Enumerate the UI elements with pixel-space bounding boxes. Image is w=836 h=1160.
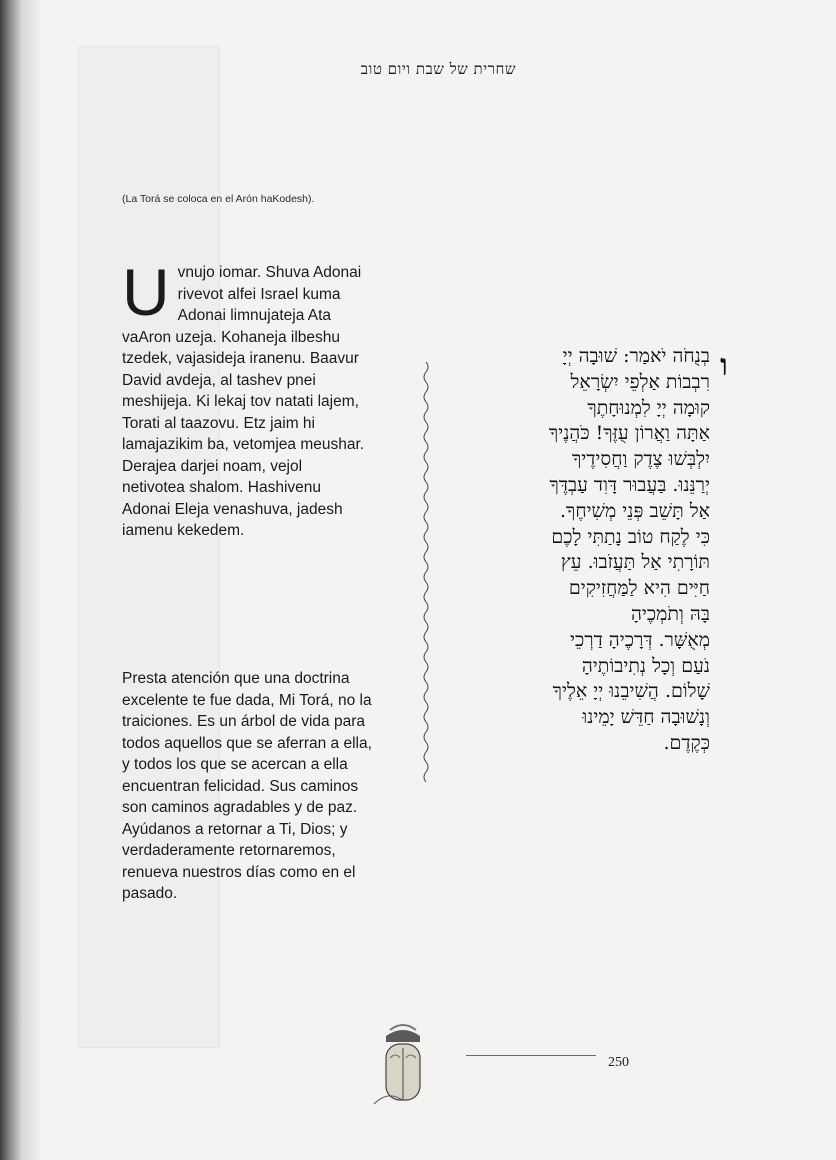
hebrew-line: יְרַנֵּנוּ. בַּעֲבוּר דָּוִד עַבְדֶּךָ [549, 473, 710, 496]
hebrew-line: קוּמָה יְיָ לִמְנוּחָתֶךָ [587, 396, 710, 419]
transliteration-block [122, 255, 368, 542]
spanish-translation: Presta atención que una doctrina excelente te fue dada, Mi Torá, no la traiciones. Es un árbol de vida para todos aquellos que se aferran a ella, y todos los que se acercan a ella encuentran felicidad. Sus caminos son caminos agradables y de paz. Ayúdanos a retornar a Ti, Dios; y verdaderamente retornaremos, renueva nuestros días como en el pasado. [122, 670, 372, 902]
hebrew-line: יִלְבְּשׁוּ צֶדֶק וַחֲסִידֶיךָ [571, 448, 710, 471]
page-edge [22, 0, 40, 1160]
hebrew-line: בְנֻחֹה יֹאמַר: שׁוּבָה יְיָ [562, 345, 710, 367]
hebrew-line: חַיִּים הִיא לַמַּחֲזִיקִים [568, 577, 710, 600]
squiggle-divider [418, 362, 434, 782]
hebrew-line: אַתָּה וַאֲרוֹן עֻזֶּךָ! כֹּהֲנֶיךָ [548, 422, 710, 445]
hebrew-line: מְאֻשָּׁר. דְּרָכֶיהָ דַרְכֵי [570, 628, 710, 651]
hebrew-line: כִּי לֶקַח טוֹב נָתַתִּי לָכֶם [551, 525, 710, 548]
hebrew-line: רִבְבוֹת אַלְפֵי יִשְׂרָאֵל [570, 370, 710, 393]
transliteration-text: Adonai rivevot alfei Israel kuma Adonai limnujateja Ata vaAron uzeja. Kohaneja ilbeshu tzedek, vajasideja iranenu. Baavur David avdeja, al tashev pnei meshijeja. Ki lekaj tov natati lajem, Torati al taazovu. Etz jaim hi lamajazikim ba, vetomjea meushar. Derajea darjei noam, vejol netivotea shalom. Hashivenu Adonai Eleja venashuva, jadesh iamenu kekedem. [122, 264, 365, 539]
instruction-note: (La Torá se coloca en el Arón haKodesh). [122, 193, 315, 205]
transliteration-first-line: vnujo iomar. Shuva [177, 264, 310, 281]
torah-ark-icon [368, 1018, 438, 1108]
page-number: 250 [608, 1055, 629, 1070]
hebrew-line: נֹעַם וְכָל נְתִיבוֹתֶיהָ [581, 654, 710, 677]
hebrew-initial-letter: ו [720, 348, 728, 383]
drop-cap: U [122, 255, 170, 329]
hebrew-line: וְנָשׁוּבָה חַדֵּשׁ יָמֵינוּ [582, 706, 710, 729]
hebrew-line: בָּהּ וְתֹמְכֶיהָ [630, 602, 710, 625]
footer-rule [466, 1055, 596, 1056]
hebrew-line: אַל תָּשֵׁב פְּנֵי מְשִׁיחֶךָ. [559, 499, 710, 522]
header-title: שחרית של שבת ויום טוב [360, 60, 516, 78]
bleed-through-heading-right [440, 250, 680, 310]
book-binding-shadow [0, 0, 22, 1160]
hebrew-line: כְּקֶדֶם. [663, 731, 710, 754]
hebrew-text-block [438, 344, 710, 757]
hebrew-line: תּוֹרָתִי אַל תַּעֲזֹבוּ. עֵץ [560, 551, 710, 574]
hebrew-line: שָׁלוֹם. הֲשִׁיבֵנוּ יְיָ אֵלֶיךָ [552, 680, 710, 703]
